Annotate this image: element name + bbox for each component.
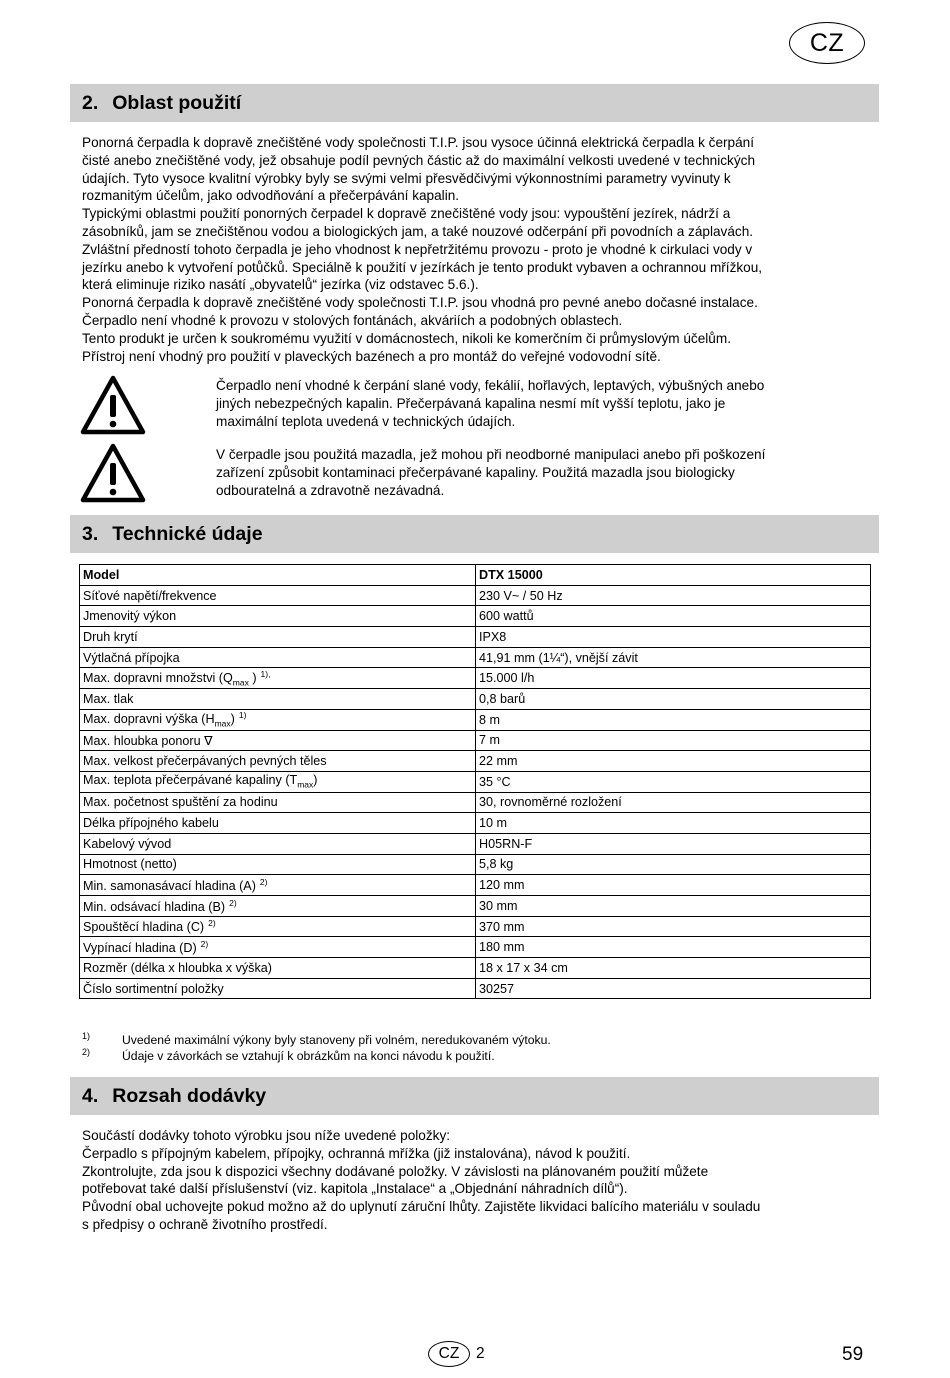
body-line: jezírku anebo k vytvoření potůčků. Speciálně k použití v jezírkách je tento produkt vybaven a ochrannou mřížkou, <box>82 259 763 275</box>
spec-label-text: Max. dopravni výška (H <box>83 712 215 727</box>
spec-label-text: Kabelový vývod <box>83 836 172 851</box>
spec-label-text: Max. velkost přečerpávaných pevných těles <box>83 754 327 769</box>
footnote-reference: 2) <box>259 877 268 888</box>
spec-label-text: Hmotnost (netto) <box>83 857 177 872</box>
spec-value: 15.000 l/h <box>476 668 871 689</box>
header-value: DTX 15000 <box>476 565 871 586</box>
table-row <box>80 585 871 606</box>
body-line: rozmanitým účelům, jako odvodňování a přečerpávání kapalin. <box>82 188 460 204</box>
body-line: zásobníků, jam se znečištěnou vodou a biologických jam, a také nouzové odčerpání při povodních a záplavách. <box>82 223 754 239</box>
section-number: 3. <box>82 522 99 545</box>
spec-label <box>80 916 476 937</box>
spec-label <box>80 647 476 668</box>
spec-value: 370 mm <box>476 916 871 937</box>
body-line: Součástí dodávky tohoto výrobku jsou níže uvedené položky: <box>82 1128 451 1143</box>
table-row <box>80 668 871 689</box>
section-number: 2. <box>82 91 99 114</box>
spec-value: 180 mm <box>476 937 871 958</box>
table-row <box>80 709 871 730</box>
warning-line: odbouratelná a zdravotně nezávadná. <box>216 482 445 498</box>
table-row <box>80 916 871 937</box>
spec-value: IPX8 <box>476 627 871 648</box>
spec-label-text: Rozměr (délka x hloubka x výška) <box>83 960 272 975</box>
spec-value: 0,8 barů <box>476 689 871 710</box>
table-row <box>80 606 871 627</box>
spec-label-text: Jmenovitý výkon <box>83 609 177 624</box>
body-line: Čerpadlo není vhodné k provozu v stolových fontánách, akváriích a podobných oblastech. <box>82 312 623 328</box>
specification-table <box>79 564 871 999</box>
footnote-mark: 2) <box>82 1047 91 1057</box>
spec-label <box>80 689 476 710</box>
body-line: Ponorná čerpadla k dopravě znečištěné vody společnosti T.I.P. jsou vysoce účinná elektrická čerpadla k čerpání <box>82 135 755 150</box>
spec-value: 30, rovnoměrné rozložení <box>476 792 871 813</box>
footnote-reference: 2) <box>229 897 237 908</box>
spec-value: 18 x 17 x 34 cm <box>476 958 871 979</box>
warning-line: maximální teplota uvedená v technických údajích. <box>216 413 516 429</box>
warning-line: jiných nebezpečných kapalin. Přečerpávaná kapalina nesmí mít vyšší teplotu, jako je <box>216 395 726 411</box>
footnote-reference: 1), <box>260 668 271 679</box>
spec-label-suffix: ) <box>248 671 257 686</box>
spec-label-text: Délka přípojného kabelu <box>83 816 219 831</box>
spec-label-subscript: max <box>297 779 314 790</box>
spec-value: 7 m <box>476 730 871 751</box>
footnote-reference: 2) <box>208 918 216 929</box>
footnote-reference: 2) <box>200 939 209 950</box>
spec-label <box>80 709 476 730</box>
section-title: Rozsah dodávky <box>112 1084 267 1107</box>
body-line: Zvláštní předností tohoto čerpadla je jeho vhodnost k nepřetržitému provozu - proto je vhodné k cirkulaci vody v <box>82 241 753 257</box>
spec-label <box>80 937 476 958</box>
spec-label <box>80 585 476 606</box>
spec-label-text: Výtlačná přípojka <box>83 650 180 665</box>
section-heading-technicke-udaje <box>70 515 879 553</box>
table-row <box>80 751 871 772</box>
section-number: 4. <box>82 1084 99 1107</box>
spec-value: 41,91 mm (1¼“), vnější závit <box>476 647 871 668</box>
spec-label <box>80 771 476 792</box>
body-line: Ponorná čerpadla k dopravě znečištěné vody společnosti T.I.P. jsou vhodná pro pevné anebo dočasné instalace. <box>82 295 758 311</box>
spec-label <box>80 978 476 999</box>
table-row <box>80 689 871 710</box>
language-badge: CZ <box>789 22 865 64</box>
spec-label-text: Síťové napětí/frekvence <box>83 588 217 603</box>
section-title: Oblast použití <box>112 91 242 114</box>
section2-body <box>82 134 872 365</box>
header-label: Model <box>80 565 476 586</box>
footnote-text: Údaje v závorkách se vztahují k obrázkům na konci návodu k použití. <box>122 1049 495 1063</box>
spec-label-text: Max. tlak <box>83 691 134 706</box>
spec-label-text: Číslo sortimentní položky <box>83 981 224 996</box>
spec-label <box>80 730 476 751</box>
body-line: Čerpadlo s přípojným kabelem, přípojky, ochranná mřížka (již instalována), návod k použití. <box>82 1145 631 1161</box>
footnote-text: Uvedené maximální výkony byly stanoveny při volném, neredukovaném výtoku. <box>122 1033 551 1047</box>
footer-sub-page: 2 <box>476 1345 485 1362</box>
table-row <box>80 978 871 999</box>
section-heading-oblast-pouziti <box>70 84 879 122</box>
page-number: 59 <box>842 1344 864 1365</box>
body-line: která eliminuje riziko nasátí „obyvatelů“ jezírka (viz odstavec 5.6.). <box>82 277 479 293</box>
table-row <box>80 833 871 854</box>
spec-value: 35 °C <box>476 771 871 792</box>
body-line: čisté anebo znečištěné vody, jež obsahuje podíl pevných částic až do maximální velkosti uvedené v technických <box>82 152 756 168</box>
warning-triangle-icon <box>80 443 146 503</box>
spec-value: 600 wattů <box>476 606 871 627</box>
spec-value: 10 m <box>476 813 871 834</box>
table-row <box>80 647 871 668</box>
body-line: údajích. Tyto vysoce kvalitní výrobky byly se svými velmi přesvědčivými výkonnostními parametry vyvinuty k <box>82 170 731 186</box>
table-row <box>80 937 871 958</box>
spec-value: 30257 <box>476 978 871 999</box>
footnote-mark: 1) <box>82 1031 91 1041</box>
table-row <box>80 813 871 834</box>
spec-label-subscript: max <box>214 719 231 729</box>
spec-value: 230 V~ / 50 Hz <box>476 585 871 606</box>
footer-language-badge: CZ <box>428 1341 470 1367</box>
table-header-row <box>80 565 871 586</box>
table-row <box>80 771 871 792</box>
spec-label <box>80 668 476 689</box>
body-line: potřebovat také další příslušenství (viz. kapitola „Instalace“ a „Objednání náhradních dílů“). <box>82 1181 628 1197</box>
table-row <box>80 958 871 979</box>
spec-value: 5,8 kg <box>476 854 871 875</box>
warning-line: Čerpadlo není vhodné k čerpání slané vody, fekálií, hořlavých, leptavých, výbušných anebo <box>216 378 765 393</box>
body-line: Původní obal uchovejte pokud možno až do uplynutí záruční lhůty. Zajistěte likvidaci balícího materiálu v souladu <box>82 1199 761 1215</box>
spec-label <box>80 792 476 813</box>
spec-label-suffix: ) <box>313 773 318 788</box>
spec-value: 22 mm <box>476 751 871 772</box>
spec-label-suffix: ) <box>230 712 235 727</box>
spec-value: 120 mm <box>476 875 871 896</box>
body-line: Zkontrolujte, zda jsou k dispozici všechny dodávané položky. V závislosti na plánovaném použití můžete <box>82 1163 709 1179</box>
spec-label <box>80 875 476 896</box>
spec-label <box>80 606 476 627</box>
table-row <box>80 896 871 917</box>
spec-label <box>80 813 476 834</box>
spec-label-text: Max. početnost spuštění za hodinu <box>83 795 278 810</box>
table-row <box>80 875 871 896</box>
footnote-reference: 1) <box>238 710 247 721</box>
spec-label <box>80 833 476 854</box>
spec-label-text: Max. hloubka ponoru ∇ <box>83 733 213 748</box>
spec-label <box>80 958 476 979</box>
section4-body <box>82 1127 872 1234</box>
table-row <box>80 854 871 875</box>
spec-label <box>80 751 476 772</box>
table-row <box>80 792 871 813</box>
spec-label-text: Max. dopravni množstvi (Q <box>83 671 233 686</box>
table-row <box>80 627 871 648</box>
spec-label-text: Max. teplota přečerpávané kapaliny (T <box>83 773 298 788</box>
body-line: Přístroj není vhodný pro použití v plaveckých bazénech a pro montáž do veřejné vodovodní sítě. <box>82 348 661 364</box>
spec-label-text: Vypínací hladina (D) <box>83 941 197 956</box>
spec-label <box>80 896 476 917</box>
body-line: Tento produkt je určen k soukromému využití v domácnostech, nikoli ke komerčním či průmyslovým účelům. <box>82 330 731 346</box>
warning-triangle-icon <box>80 375 146 435</box>
spec-label-text: Min. odsávací hladina (B) <box>83 899 226 914</box>
spec-label-text: Min. samonasávací hladina (A) <box>83 879 256 894</box>
body-line: s předpisy o ochraně životního prostředí. <box>82 1216 328 1232</box>
warning-line: zařízení způsobit kontaminaci přečerpávané kapaliny. Použitá mazadla jsou biologicky <box>216 464 735 480</box>
spec-label-text: Spouštěcí hladina (C) <box>83 920 205 935</box>
spec-label-text: Druh krytí <box>83 629 138 644</box>
spec-label <box>80 854 476 875</box>
spec-value: 8 m <box>476 709 871 730</box>
body-line: Typickými oblastmi použití ponorných čerpadel k dopravě znečištěné vody jsou: vypouštění jezírek, nádrží a <box>82 206 731 222</box>
page-footer <box>428 1341 485 1367</box>
warning-line: V čerpadle jsou použitá mazadla, jež mohou při neodborné manipulaci anebo při poškození <box>216 447 766 462</box>
section-heading-rozsah-dodavky <box>70 1077 879 1115</box>
spec-label-subscript: max <box>232 677 249 688</box>
spec-value: 30 mm <box>476 896 871 917</box>
table-row <box>80 730 871 751</box>
spec-label <box>80 627 476 648</box>
spec-value: H05RN-F <box>476 833 871 854</box>
section-title: Technické údaje <box>112 522 263 545</box>
